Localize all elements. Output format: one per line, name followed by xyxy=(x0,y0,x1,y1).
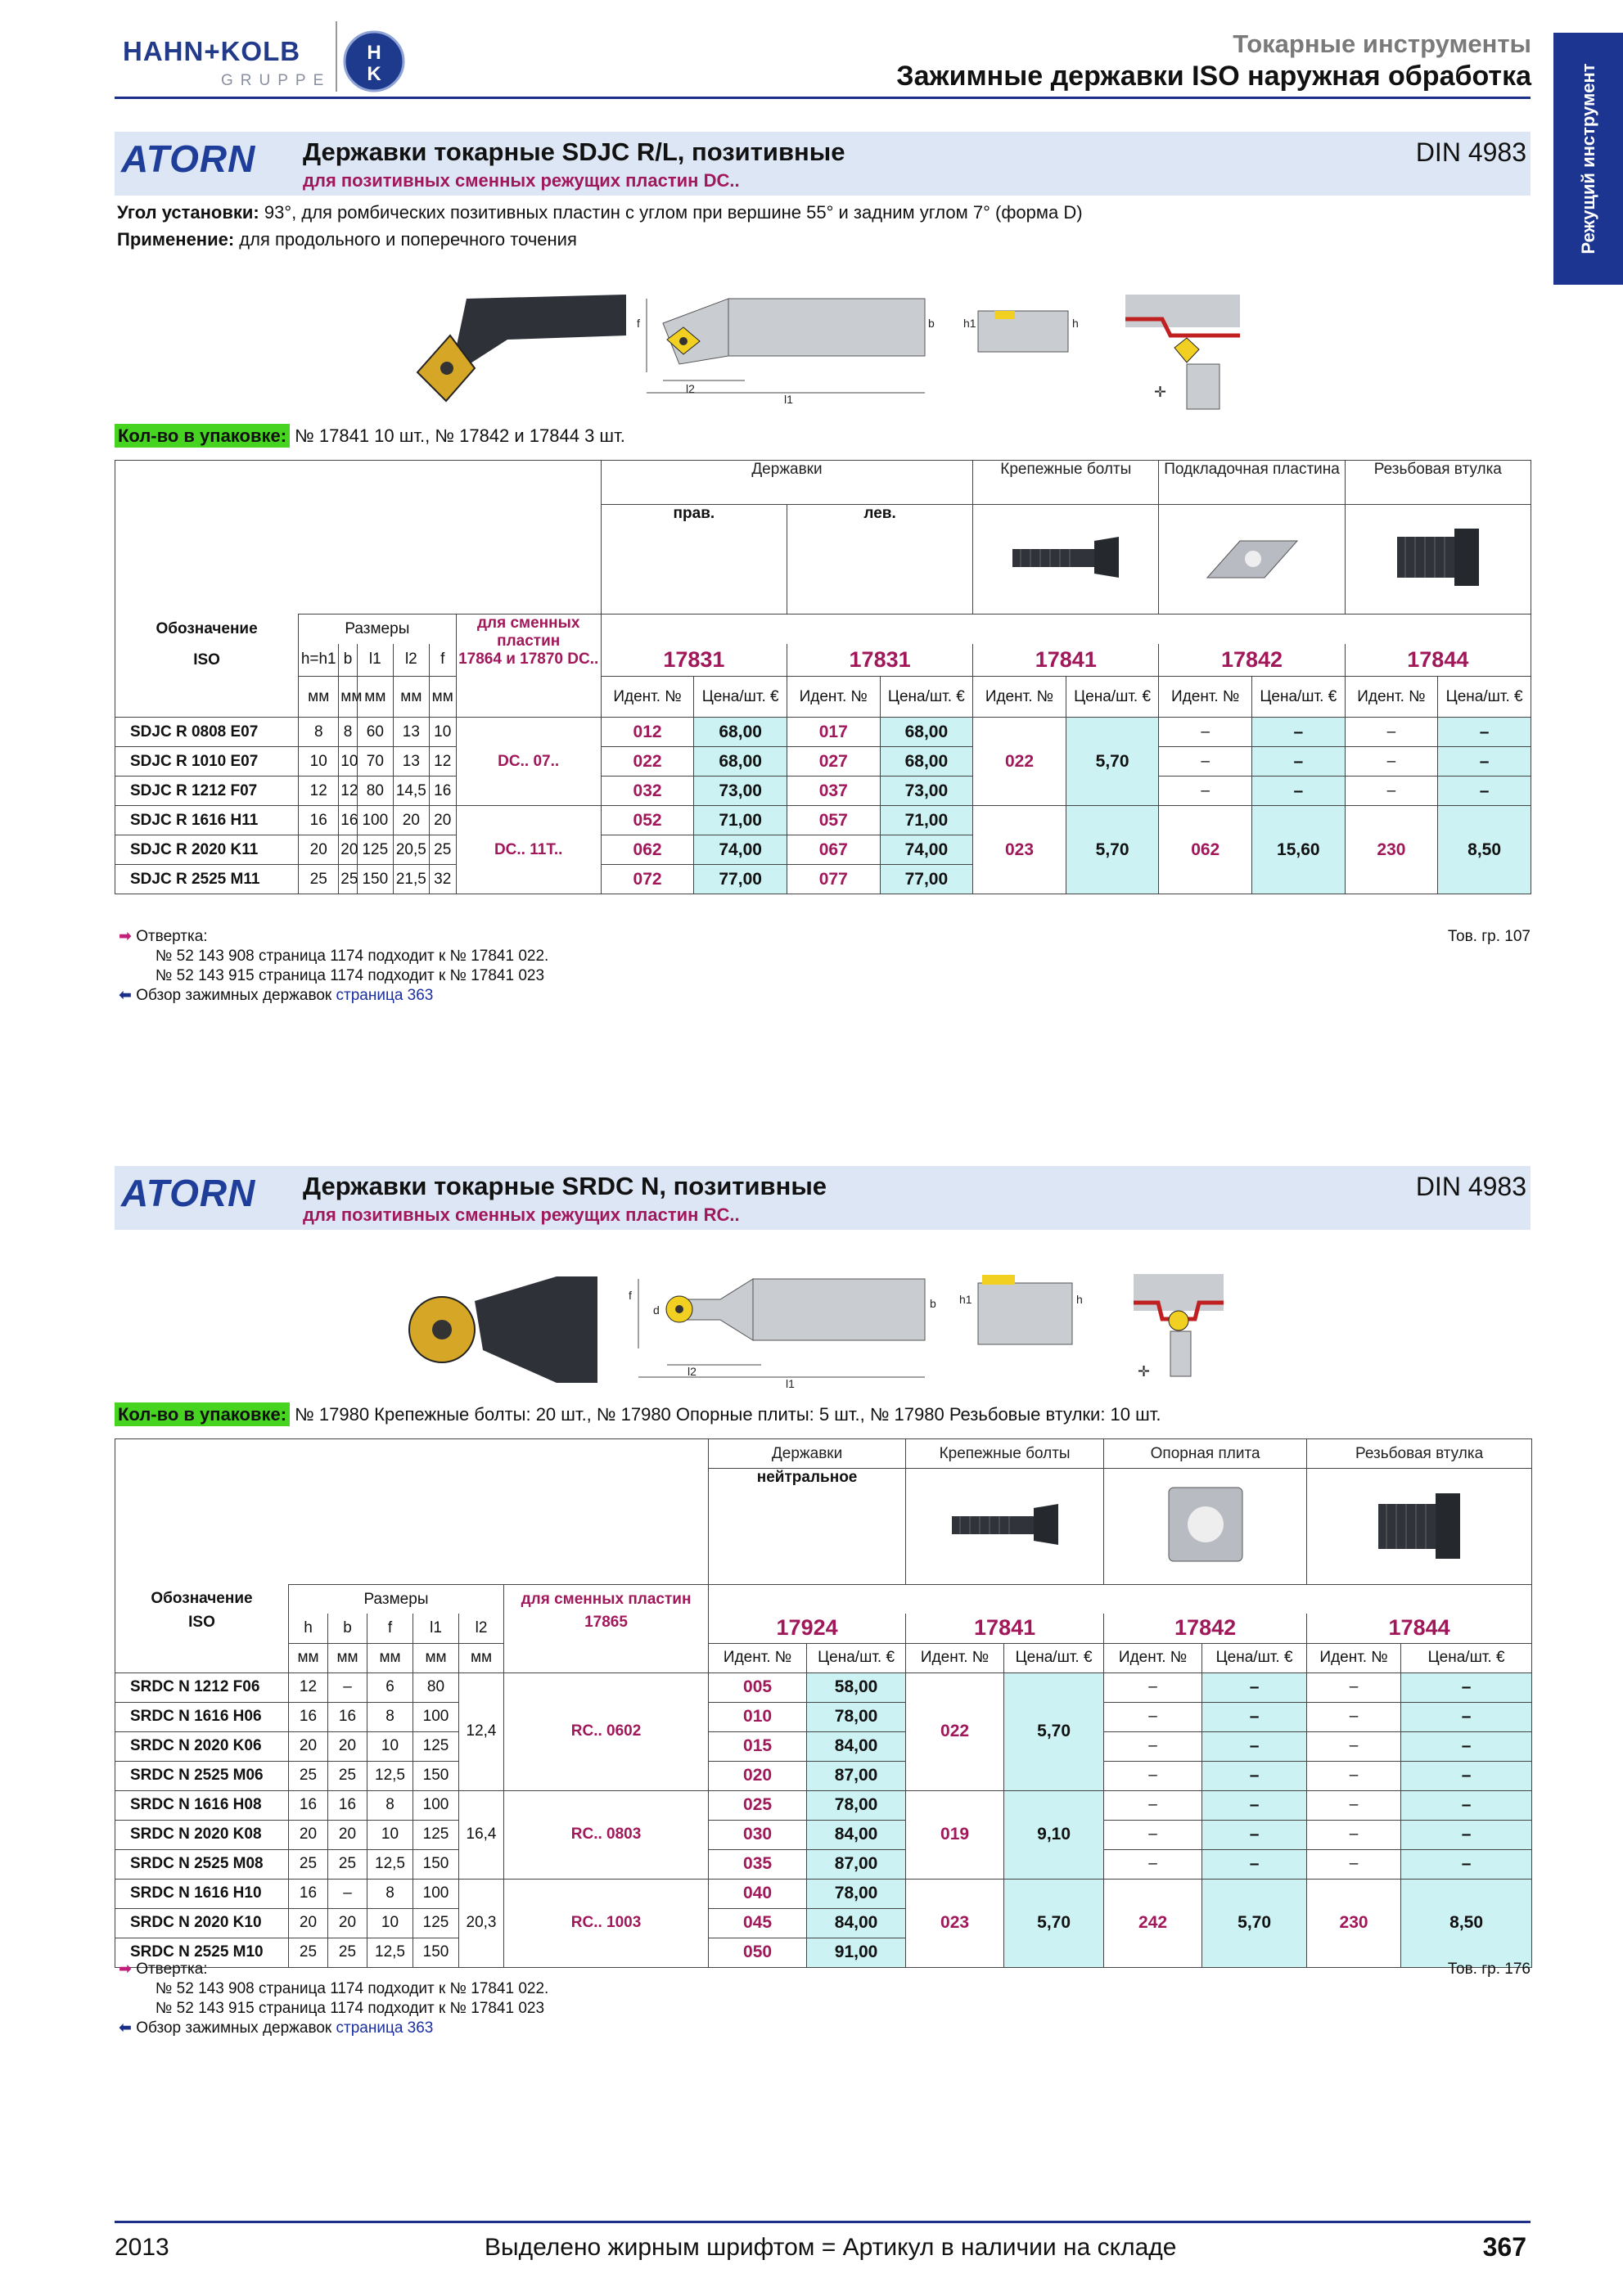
t1-shim-b-id: 062 xyxy=(1159,806,1252,894)
section1-table-body xyxy=(115,460,1531,894)
t1-ident-head: Идент. № xyxy=(787,677,880,718)
t2-g3-inserts: RC.. 1003 xyxy=(504,1879,709,1967)
t1-bolt-b-id: 023 xyxy=(973,806,1066,894)
table-row[interactable]: SRDC N 1212 F06 12 – 6 80 12,4 RC.. 0602 005 58,00 022 5,70 – – – – xyxy=(115,1672,1532,1702)
svg-text:h: h xyxy=(1072,317,1079,330)
svg-text:l2: l2 xyxy=(688,1365,697,1378)
section2-title: Державки токарные SRDC N, позитивные xyxy=(303,1172,827,1200)
t2-ident-head: Идент. № xyxy=(709,1643,807,1672)
t2-price-head: Цена/шт. € xyxy=(1401,1643,1532,1672)
t2-g2-inserts: RC.. 0803 xyxy=(504,1790,709,1879)
pack-label: Кол-во в упаковке: xyxy=(115,1402,290,1426)
t1-group-shim: Подкладочная пластина xyxy=(1159,461,1345,505)
t1-price-head: Цена/шт. € xyxy=(1252,677,1346,718)
header-rule xyxy=(115,97,1531,99)
brand-logo xyxy=(123,29,417,95)
section1-title: Державки токарные SDJC R/L, позитивные xyxy=(303,137,845,166)
t2-price-head: Цена/шт. € xyxy=(1202,1643,1307,1672)
t1-ident-head: Идент. № xyxy=(601,677,694,718)
t2-g2-l2: 16,4 xyxy=(459,1790,504,1879)
section1-pack-info xyxy=(115,425,625,447)
t1-designation-label: Обозначение xyxy=(115,615,299,644)
t1-inserts-b: DC.. 11T.. xyxy=(456,806,601,894)
pack-text: № 17980 Крепежные болты: 20 шт., № 17980 Опорные плиты: 5 шт., № 17980 Резьбовые втулки: 10 шт. xyxy=(290,1404,1161,1425)
t2-g1-l2: 12,4 xyxy=(459,1672,504,1790)
svg-text:l1: l1 xyxy=(786,1377,795,1390)
t1-col-h: h=h1 xyxy=(299,644,339,677)
t1-inserts-a: DC.. 07.. xyxy=(456,718,601,806)
t1-col-f: f xyxy=(429,644,456,677)
t1-unit: мм xyxy=(429,677,456,718)
t2-g3-plate-price: 5,70 xyxy=(1202,1879,1307,1967)
t2-unit: мм xyxy=(328,1643,367,1672)
table-row[interactable]: SRDC N 2020 K10 20 20 10 125 045 84,00 xyxy=(115,1908,1532,1938)
t2-group-bolts: Крепежные болты xyxy=(906,1439,1104,1469)
section2-subtitle: для позитивных сменных режущих пластин RC.. xyxy=(303,1204,740,1225)
t1-col-b: b xyxy=(339,644,358,677)
table-row[interactable]: SDJC R 1616 H11 16 16 100 20 20 DC.. 11T.. 052 71,00 057 71,00 023 5,70 062 15,60 230 8,50 xyxy=(115,806,1531,835)
t1-bolt-a-id: 022 xyxy=(973,718,1066,806)
section1-notes: ➡ Отвертка: Тов. гр. 107 № 52 143 908 страница 1174 подходит к № 17841 022. № 52 143 915 страница 1174 подходит к № 17841 023 ⬅ Обзор зажимных державок страница 363 xyxy=(119,928,1531,1004)
logo-divider xyxy=(336,21,337,92)
t1-code-bolts: 17841 xyxy=(973,644,1159,677)
side-tab-label: Режущий инструмент xyxy=(1577,63,1598,254)
t2-g1-bolt-price: 5,70 xyxy=(1004,1672,1104,1790)
t1-iso-label: ISO xyxy=(115,644,299,677)
t2-col-f: f xyxy=(367,1614,413,1643)
svg-text:l1: l1 xyxy=(784,393,793,406)
table-row[interactable]: SDJC R 1010 E07 10 10 70 13 12 022 68,00 027 68,00 – – – – xyxy=(115,747,1531,777)
t1-unit: мм xyxy=(339,677,358,718)
t2-code-sleeve: 17844 xyxy=(1307,1614,1532,1643)
section1-subtitle: для позитивных сменных режущих пластин DC.. xyxy=(303,170,740,191)
section2-din: DIN 4983 xyxy=(1415,1172,1526,1201)
desc-angle-text: 93°, для ромбических позитивных пластин с углом при вершине 55° и задним углом 7° (форма D) xyxy=(259,202,1083,223)
t1-unit: мм xyxy=(299,677,339,718)
t2-iso-label: ISO xyxy=(115,1614,289,1643)
t1-price-head: Цена/шт. € xyxy=(1066,677,1159,718)
svg-text:✛: ✛ xyxy=(1154,384,1167,400)
section2-pack-info xyxy=(115,1404,1161,1425)
t1-group-sleeve: Резьбовая втулка xyxy=(1345,461,1531,505)
section2-table xyxy=(115,1438,1532,1968)
t2-group-sleeve: Резьбовая втулка xyxy=(1307,1439,1532,1469)
overview-link[interactable]: страница 363 xyxy=(336,987,434,1004)
t1-bolt-a-price: 5,70 xyxy=(1066,718,1159,806)
t1-code-right: 17831 xyxy=(601,644,787,677)
t2-g3-bolt-id: 023 xyxy=(906,1879,1004,1967)
pack-label: Кол-во в упаковке: xyxy=(115,424,290,448)
svg-text:K: K xyxy=(367,63,381,85)
svg-text:b: b xyxy=(928,317,935,330)
table-row[interactable]: SDJC R 1212 F07 12 12 80 14,5 16 032 73,00 037 73,00 – – – – xyxy=(115,777,1531,806)
t2-ident-head: Идент. № xyxy=(1307,1643,1401,1672)
t2-g3-bolt-price: 5,70 xyxy=(1004,1879,1104,1967)
desc-angle-label: Угол установки: xyxy=(117,202,259,223)
t2-unit: мм xyxy=(289,1643,328,1672)
t1-shim-b-price: 15,60 xyxy=(1252,806,1346,894)
t1-code-sleeve: 17844 xyxy=(1345,644,1531,677)
tool-drawing-sdjc-side xyxy=(962,303,1084,360)
tool-drawing-sdjc-work xyxy=(1121,290,1244,413)
t2-code-bolts: 17841 xyxy=(906,1614,1104,1643)
brand-name: HAHN+KOLB xyxy=(123,36,301,66)
bolt-image xyxy=(906,1469,1104,1585)
table-row[interactable]: SDJC R 2525 M11 25 25 150 21,5 32 072 77,00 077 77,00 xyxy=(115,865,1531,894)
footer-year: 2013 xyxy=(115,2234,169,2261)
table-row[interactable]: SDJC R 2020 K11 20 20 125 20,5 25 062 74,00 067 74,00 xyxy=(115,835,1531,865)
t1-unit: мм xyxy=(393,677,429,718)
bolt-image xyxy=(973,505,1159,615)
t2-price-head: Цена/шт. € xyxy=(1004,1643,1104,1672)
svg-text:H: H xyxy=(367,42,381,64)
arrow-right-icon: ➡ xyxy=(119,928,132,945)
sleeve-image xyxy=(1345,505,1531,615)
t1-right-hand: прав. xyxy=(601,505,787,615)
table-row[interactable]: SRDC N 1616 H10 16 – 8 100 20,3 RC.. 1003 040 78,00 023 5,70 242 5,70 230 8,50 xyxy=(115,1879,1532,1908)
t2-group-plate: Опорная плита xyxy=(1104,1439,1307,1469)
table-row[interactable]: SDJC R 0808 E07 8 8 60 13 10 DC.. 07.. 012 68,00 017 68,00 022 5,70 – – – – xyxy=(115,718,1531,747)
t2-g3-plate-id: 242 xyxy=(1104,1879,1202,1967)
t2-unit: мм xyxy=(459,1643,504,1672)
t1-price-head: Цена/шт. € xyxy=(880,677,973,718)
t2-g2-bolt-price: 9,10 xyxy=(1004,1790,1104,1879)
table-row[interactable]: SRDC N 1616 H08 16 16 8 100 16,4 RC.. 0803 025 78,00 019 9,10 – – – – xyxy=(115,1790,1532,1820)
hk-monogram-icon xyxy=(342,29,406,93)
t1-col-l2: l2 xyxy=(393,644,429,677)
tool-drawing-srdc-side xyxy=(958,1267,1089,1348)
desc-use-label: Применение: xyxy=(117,229,235,250)
overview-link[interactable]: страница 363 xyxy=(336,2019,434,2037)
sleeve-image xyxy=(1307,1469,1532,1585)
table-row[interactable]: SRDC N 2525 M08 25 25 12,5 150 035 87,00 – – – – xyxy=(115,1849,1532,1879)
threaded-sleeve-icon xyxy=(1366,1483,1472,1565)
atorn-logo: ATORN xyxy=(121,137,256,180)
section1-product-group: Тов. гр. 107 xyxy=(1447,928,1531,945)
t2-g3-sleeve-price: 8,50 xyxy=(1401,1879,1532,1967)
section2-product-group: Тов. гр. 176 xyxy=(1447,1961,1531,1978)
t1-bolt-b-price: 5,70 xyxy=(1066,806,1159,894)
footer-rule xyxy=(115,2221,1531,2223)
t2-ident-head: Идент. № xyxy=(906,1643,1004,1672)
t2-group-holders: Державки xyxy=(709,1439,906,1469)
page-number: 367 xyxy=(1482,2232,1526,2262)
t2-neutral: нейтральное xyxy=(709,1469,906,1585)
tool-photo-srdc xyxy=(401,1268,606,1391)
t1-code-left: 17831 xyxy=(787,644,972,677)
table-row[interactable]: SRDC N 2020 K08 20 20 10 125 030 84,00 – – – – xyxy=(115,1820,1532,1849)
t2-ident-head: Идент. № xyxy=(1104,1643,1202,1672)
t2-unit: мм xyxy=(367,1643,413,1672)
t2-for-inserts: для сменных пластин xyxy=(504,1585,709,1614)
page-title: Зажимные державки ISO наружная обработка xyxy=(896,61,1531,92)
t1-sleeve-b-id: 230 xyxy=(1345,806,1438,894)
t1-dims-label: Размеры xyxy=(299,615,456,644)
svg-text:f: f xyxy=(629,1289,632,1302)
t2-price-head: Цена/шт. € xyxy=(807,1643,906,1672)
arrow-left-icon: ⬅ xyxy=(119,987,132,1004)
shim-plate-icon xyxy=(1199,524,1305,590)
svg-text:h1: h1 xyxy=(959,1293,972,1306)
t2-g1-inserts: RC.. 0602 xyxy=(504,1672,709,1790)
svg-text:✛: ✛ xyxy=(1138,1363,1151,1380)
t1-inserts-codes: 17864 и 17870 DC.. xyxy=(458,651,599,668)
dim-f-label: f xyxy=(637,317,640,330)
tool-drawing-srdc-work xyxy=(1129,1270,1228,1389)
tool-photo-sdjc xyxy=(401,286,630,401)
t1-ident-head: Идент. № xyxy=(1159,677,1252,718)
support-plate-icon xyxy=(1156,1479,1255,1569)
svg-text:d: d xyxy=(653,1303,660,1317)
pack-text: № 17841 10 шт., № 17842 и 17844 3 шт. xyxy=(290,425,625,446)
t1-unit: мм xyxy=(357,677,393,718)
t2-col-l2: l2 xyxy=(459,1614,504,1643)
side-tab[interactable] xyxy=(1553,33,1623,285)
t1-ident-head: Идент. № xyxy=(973,677,1066,718)
t1-group-holders: Державки xyxy=(601,461,972,505)
t1-group-bolts: Крепежные болты xyxy=(973,461,1159,505)
plate-image xyxy=(1104,1469,1307,1585)
t2-g3-l2: 20,3 xyxy=(459,1879,504,1967)
t1-left-hand: лев. xyxy=(787,505,972,615)
t1-col-l1: l1 xyxy=(357,644,393,677)
screw-icon xyxy=(1004,529,1127,586)
threaded-sleeve-icon xyxy=(1385,520,1491,594)
t2-dims-label: Размеры xyxy=(289,1585,504,1614)
section1-description xyxy=(117,199,1083,253)
t2-unit: мм xyxy=(413,1643,459,1672)
header-category: Токарные инструменты xyxy=(1233,29,1531,58)
brand-sub: GRUPPE xyxy=(221,72,331,89)
t2-col-l1: l1 xyxy=(413,1614,459,1643)
svg-text:h: h xyxy=(1076,1293,1083,1306)
t1-sleeve-b-price: 8,50 xyxy=(1438,806,1531,894)
desc-use-text: для продольного и поперечного точения xyxy=(234,229,577,250)
t1-price-head: Цена/шт. € xyxy=(1438,677,1531,718)
screw-icon xyxy=(944,1496,1066,1553)
t2-col-h: h xyxy=(289,1614,328,1643)
arrow-right-icon: ➡ xyxy=(119,1961,132,1978)
table-row[interactable]: SRDC N 2020 K06 20 20 10 125 015 84,00 – – – – xyxy=(115,1731,1532,1761)
t1-price-head: Цена/шт. € xyxy=(694,677,787,718)
t1-for-inserts: для сменных пластин xyxy=(476,615,580,650)
table-row[interactable]: SRDC N 2525 M06 25 25 12,5 150 020 87,00 – – – – xyxy=(115,1761,1532,1790)
arrow-left-icon: ⬅ xyxy=(119,2019,132,2037)
footer-legend: Выделено жирным шрифтом = Артикул в наличии на складе xyxy=(485,2234,1177,2261)
table-row[interactable]: SRDC N 1616 H06 16 16 8 100 010 78,00 – – – – xyxy=(115,1702,1532,1731)
t2-g2-bolt-id: 019 xyxy=(906,1790,1004,1879)
t1-code-shim: 17842 xyxy=(1159,644,1345,677)
table-row[interactable]: SRDC N 2525 M10 25 25 12,5 150 050 91,00 xyxy=(115,1938,1532,1967)
svg-text:b: b xyxy=(930,1297,936,1310)
atorn-logo: ATORN xyxy=(121,1172,256,1214)
tool-drawing-srdc-top xyxy=(622,1267,941,1389)
t2-g3-sleeve-id: 230 xyxy=(1307,1879,1401,1967)
t2-col-b: b xyxy=(328,1614,367,1643)
tool-drawing-sdjc-top xyxy=(630,290,941,405)
t2-g1-bolt-id: 022 xyxy=(906,1672,1004,1790)
t2-code-plate: 17842 xyxy=(1104,1614,1307,1643)
t2-designation-label: Обозначение xyxy=(115,1585,289,1614)
svg-text:l2: l2 xyxy=(686,382,695,395)
t1-blank-head xyxy=(115,461,602,505)
t2-inserts-code: 17865 xyxy=(504,1614,709,1643)
section1-din: DIN 4983 xyxy=(1415,137,1526,167)
svg-text:h1: h1 xyxy=(963,317,976,330)
section2-notes: ➡ Отвертка: Тов. гр. 176 № 52 143 908 страница 1174 подходит к № 17841 022. № 52 143 915 страница 1174 подходит к № 17841 023 ⬅ Обзор зажимных державок страница 363 xyxy=(119,1961,1531,2037)
t1-ident-head: Идент. № xyxy=(1345,677,1438,718)
shim-image xyxy=(1159,505,1345,615)
t2-code-holders: 17924 xyxy=(709,1614,906,1643)
